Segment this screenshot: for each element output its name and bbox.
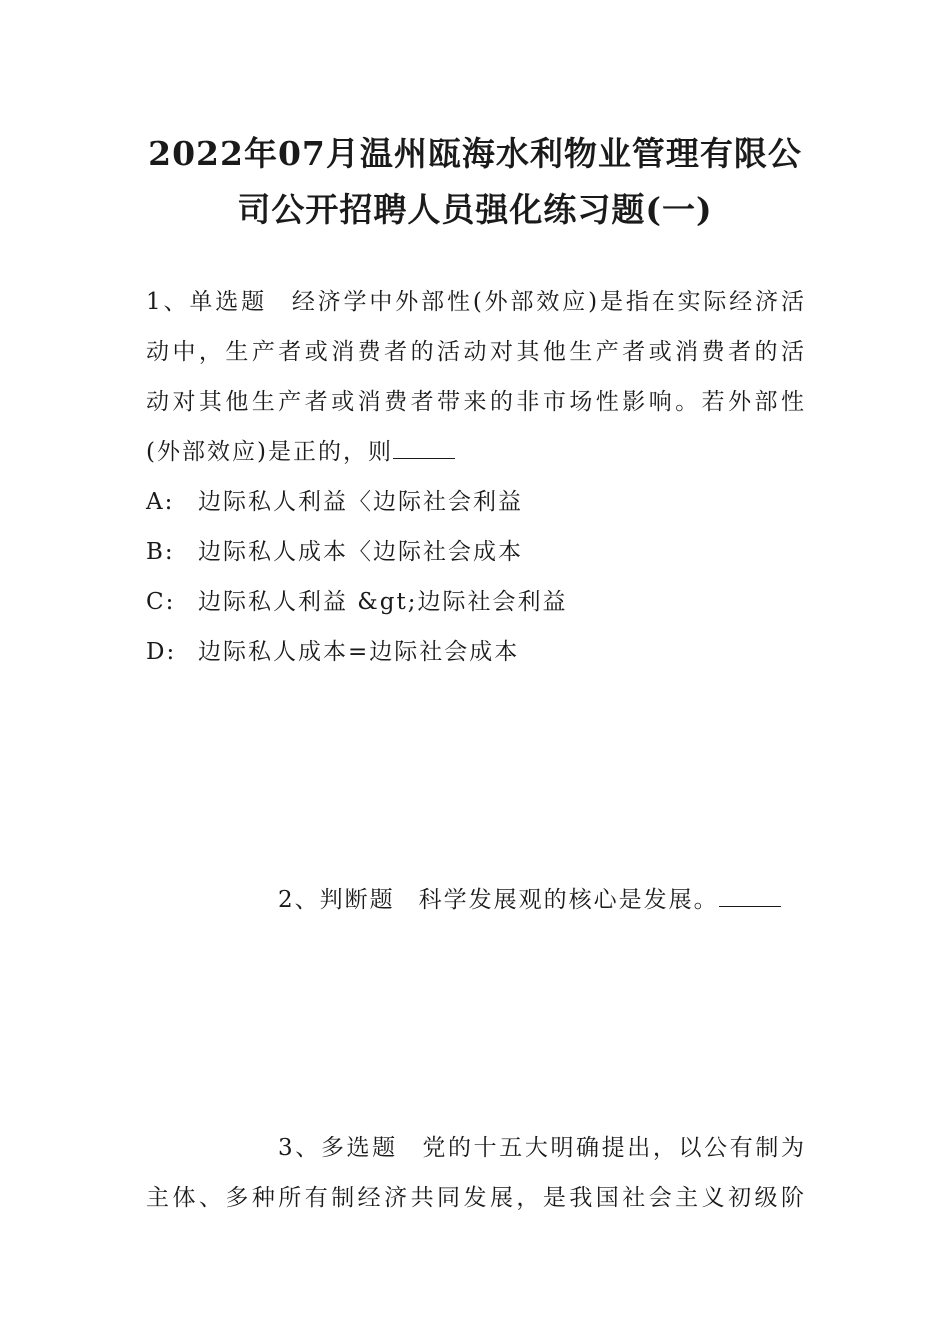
question-2-line xyxy=(278,882,798,918)
document-title-line-2: 司公开招聘人员强化练习题(一) xyxy=(237,190,713,229)
question-3-line-1 xyxy=(278,1130,806,1166)
question-3-line-2: 主体、多种所有制经济共同发展，是我国社会主义初级阶 xyxy=(146,1185,806,1211)
question-1-text-4: (外部效应)是正的，则 xyxy=(146,439,393,465)
option-a-text: 边际私人利益〈边际社会利益 xyxy=(198,489,523,515)
question-1-text-1: 经济学中外部性(外部效应)是指在实际经济活 xyxy=(290,289,806,315)
document-title-line-1: 2022年07月温州瓯海水利物业管理有限公 xyxy=(148,134,802,173)
option-d-text: 边际私人成本=边际社会成本 xyxy=(198,639,520,665)
question-1-line-3: 动对其他生产者或消费者带来的非市场性影响。若外部性 xyxy=(146,389,806,415)
question-3-type: 3、多选题 xyxy=(278,1135,398,1161)
option-b-text: 边际私人成本〈边际社会成本 xyxy=(198,539,523,565)
option-c-key: C: xyxy=(146,589,176,615)
question-2-type: 2、判断题 xyxy=(278,887,395,913)
question-1-option-a xyxy=(146,484,806,520)
option-a-key: A: xyxy=(146,489,175,515)
question-1-line-2: 动中，生产者或消费者的活动对其他生产者或消费者的活 xyxy=(146,339,806,365)
option-d-key: D: xyxy=(146,639,177,665)
question-1-line-1 xyxy=(146,284,806,320)
question-1-option-d xyxy=(146,634,806,670)
question-1-option-c xyxy=(146,584,806,620)
question-2-text: 科学发展观的核心是发展。 xyxy=(418,887,719,913)
question-3-text-1: 党的十五大明确提出，以公有制为 xyxy=(421,1135,807,1161)
option-b-key: B: xyxy=(146,539,175,565)
answer-blank-2 xyxy=(719,884,781,907)
question-1-option-b xyxy=(146,534,806,570)
option-c-text: 边际私人利益 &gt;边际社会利益 xyxy=(198,589,568,615)
question-1-type: 1、单选题 xyxy=(146,289,267,315)
answer-blank-1 xyxy=(393,436,455,459)
question-1-line-4 xyxy=(146,434,806,470)
